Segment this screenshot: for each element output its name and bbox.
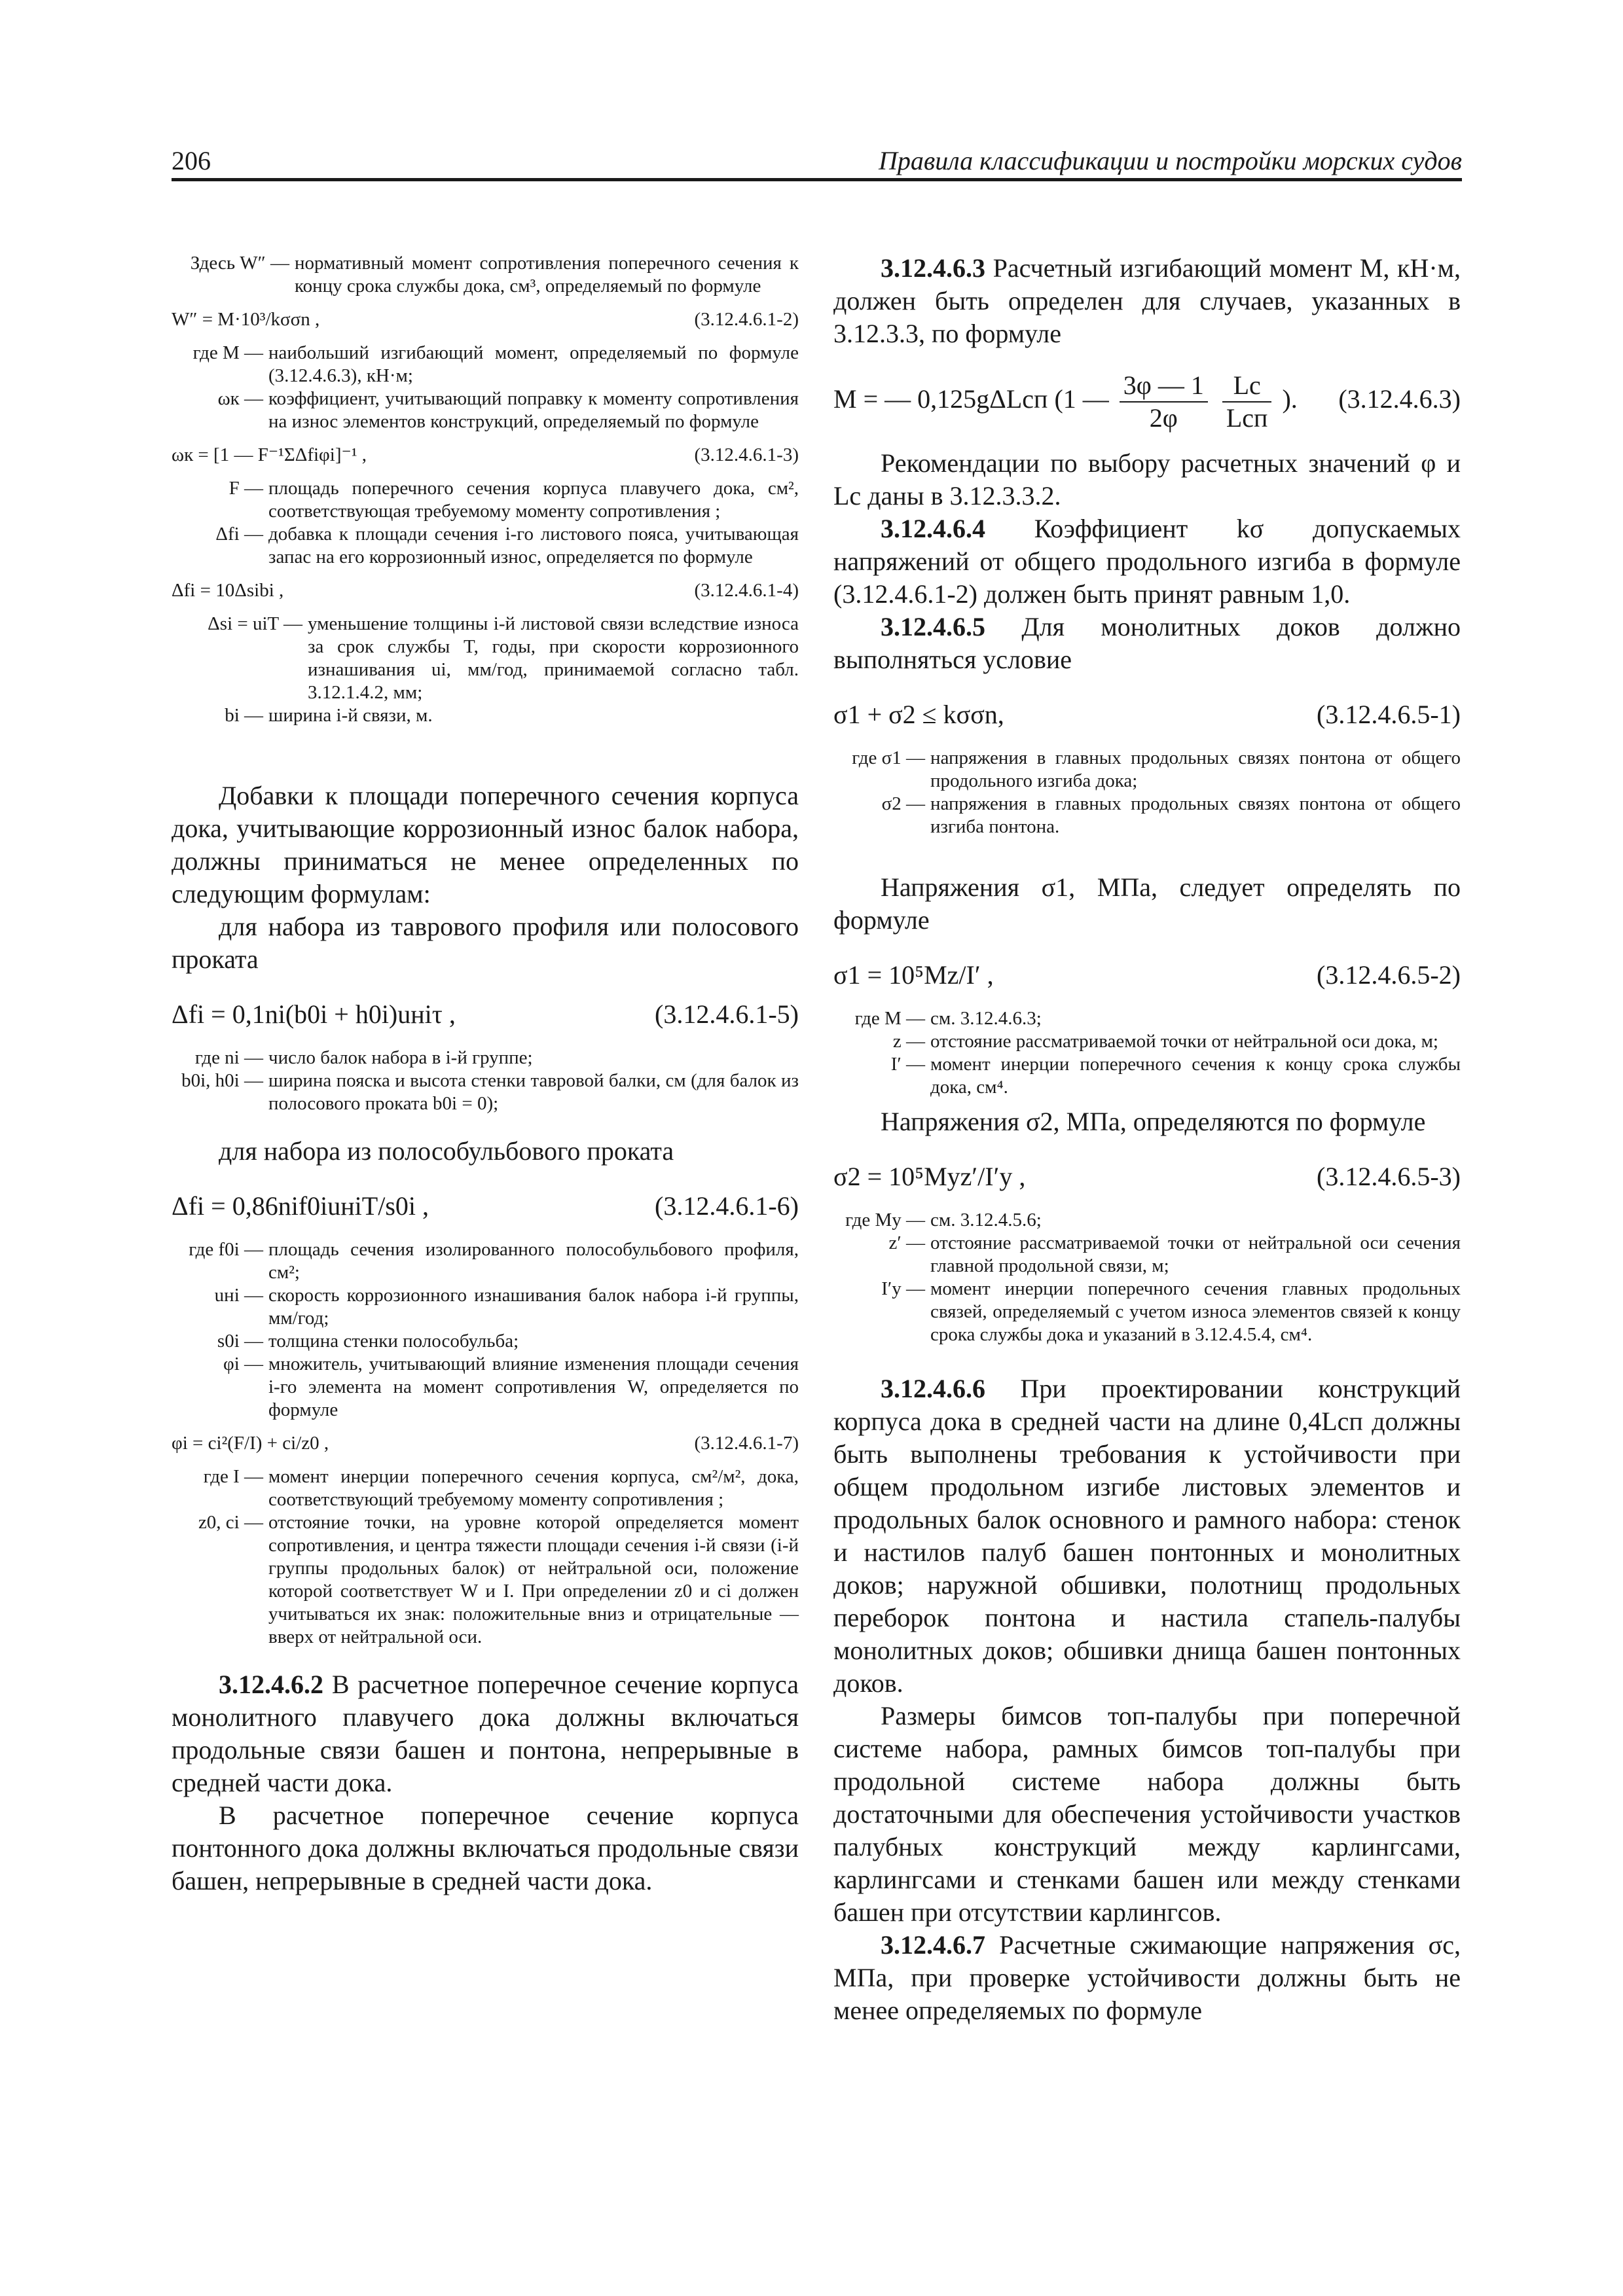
definitions-sigma: [833, 747, 1461, 838]
paragraph-3-12-4-6-4: [833, 512, 1461, 611]
paragraph-3-12-4-6-5: [833, 611, 1461, 676]
definition-item: [172, 1465, 799, 1511]
definition-text: площадь сечения изолированного полособульбового профиля, см²;: [268, 1239, 799, 1283]
definition-symbol: uнi —: [214, 1285, 263, 1306]
paragraph-3-12-4-6-3: [833, 252, 1461, 350]
formula-number: (3.12.4.6.1-7): [694, 1433, 799, 1454]
formula-number: (3.12.4.6.5-1): [1317, 700, 1461, 729]
definition-item: [172, 613, 799, 704]
definition-item: [833, 1030, 1461, 1053]
section-number: 3.12.4.6.3: [881, 253, 985, 283]
formula-expression: [833, 370, 1298, 434]
definition-symbol: где I —: [203, 1466, 263, 1487]
definition-symbol: где My —: [845, 1210, 925, 1230]
section-number: 3.12.4.6.4: [881, 514, 985, 543]
definition-item: [172, 387, 799, 433]
formula-tail: ).: [1282, 384, 1298, 414]
definition-text: площадь поперечного сечения корпуса плавучего дока, см², соответствующая требуемому моменту сопротивления ;: [268, 478, 799, 522]
formula-expression: Δfi = 10Δsibi ,: [172, 580, 284, 601]
definition-text: напряжения в главных продольных связях понтона от общего продольного изгиба дока;: [930, 747, 1461, 791]
section-text: В расчетное поперечное сечение корпуса монолитного плавучего дока должны включаться продольные связи башен и понтона, непрерывные в средней части дока.: [172, 1670, 799, 1797]
formula-number: (3.12.4.6.1-2): [694, 309, 799, 330]
formula-expression: Δfi = 0,1ni(b0i + h0i)uнiτ ,: [172, 999, 456, 1029]
definition-item: [833, 1209, 1461, 1232]
definition-symbol: z —: [892, 1031, 925, 1052]
formula-3-12-4-6-1-2: [172, 308, 799, 331]
definition-text: отстояние рассматриваемой точки от нейтральной оси сечения главной продольной связи, м;: [930, 1232, 1461, 1276]
paragraph-bulb-profile: для набора из полособульбового проката: [219, 1136, 674, 1166]
formula-lhs: M = — 0,125gΔLсп (1 —: [833, 384, 1109, 414]
definition-text: момент инерции поперечного сечения главных продольных связей, определяемый с учетом износа элементов связей к концу срока службы дока и указаний в 3.12.4.5.4, см⁴.: [930, 1278, 1461, 1345]
paragraph-3-12-4-6-7: [833, 1929, 1461, 2027]
definition-symbol: где M —: [854, 1008, 925, 1029]
paragraph-tee-profile: для набора из таврового профиля или полосового проката: [172, 912, 799, 974]
paragraph-additions: Добавки к площади поперечного сечения корпуса дока, учитывающие коррозионный износ балок набора, должны приниматься не менее определенных по следующим формулам:: [172, 781, 799, 908]
formula-number: (3.12.4.6.1-3): [694, 444, 799, 465]
formula-expression: σ2 = 10⁵Myz′/I′y ,: [833, 1162, 1026, 1191]
definition-item: [172, 1238, 799, 1284]
formula-3-12-4-6-1-6: [172, 1190, 799, 1223]
formula-expression: ωк = [1 — F⁻¹ΣΔfiφi]⁻¹ ,: [172, 444, 367, 465]
page-number: 206: [172, 146, 211, 175]
section-text: Коэффициент kσ допускаемых напряжений от общего продольного изгиба в формуле (3.12.4.6.1-2) должен быть принят равным 1,0.: [833, 514, 1461, 609]
definition-text: момент инерции поперечного сечения корпуса, см²/м², дока, соответствующий требуемому моменту сопротивления ;: [268, 1466, 799, 1510]
definition-item: [172, 1353, 799, 1422]
paragraph-recommendations: Рекомендации по выбору расчетных значений φ и Lc даны в 3.12.3.3.2.: [833, 448, 1461, 511]
definitions-w: [172, 252, 799, 298]
paragraph-sigma2: Напряжения σ2, МПа, определяются по формуле: [881, 1107, 1426, 1136]
fraction-numerator: 3φ — 1: [1120, 370, 1208, 403]
definition-symbol: s0i —: [217, 1331, 263, 1352]
definition-symbol: bi —: [225, 705, 263, 726]
section-text: Расчетные сжимающие напряжения σc, МПа, при проверке устойчивости должны быть не менее определяемых по формуле: [833, 1930, 1461, 2025]
fraction-numerator: Lc: [1222, 370, 1272, 403]
definition-text: см. 3.12.4.5.6;: [930, 1210, 1042, 1230]
definitions-f0: [172, 1238, 799, 1422]
definition-item: [172, 1284, 799, 1330]
formula-number: (3.12.4.6.3): [1338, 384, 1461, 414]
running-title: Правила классификации и постройки морских судов: [878, 146, 1462, 175]
right-column: [833, 252, 1461, 2027]
definition-item: [172, 704, 799, 727]
definition-symbol: F —: [228, 478, 263, 499]
paragraph-3-12-4-6-6: [833, 1372, 1461, 1700]
definition-item: [172, 523, 799, 569]
definitions-my: [833, 1209, 1461, 1346]
definition-text: скорость коррозионного изнашивания балок набора i-й группы, мм/год;: [268, 1285, 799, 1329]
formula-number: (3.12.4.6.1-5): [655, 999, 799, 1029]
definition-item: [172, 252, 799, 298]
definition-text: наибольший изгибающий момент, определяемый по формуле (3.12.4.6.3), кН·м;: [268, 342, 799, 386]
formula-3-12-4-6-1-5: [172, 998, 799, 1031]
fraction-length: [1222, 370, 1272, 434]
definition-text: коэффициент, учитывающий поправку к моменту сопротивления на износ элементов конструкций, определяемый по формуле: [268, 388, 799, 432]
definition-symbol: Δsi = uiT —: [208, 613, 302, 634]
definition-item: [172, 1047, 799, 1069]
definition-item: [172, 477, 799, 523]
section-number: 3.12.4.6.6: [881, 1374, 985, 1403]
formula-expression: φi = ci²(F/I) + ci/z0 ,: [172, 1433, 329, 1454]
definition-symbol: где ni —: [194, 1047, 263, 1068]
definition-text: ширина i-й связи, м.: [268, 705, 433, 726]
definition-text: см. 3.12.4.6.3;: [930, 1008, 1042, 1029]
definition-text: напряжения в главных продольных связях понтона от общего изгиба понтона.: [930, 793, 1461, 837]
formula-3-12-4-6-3: [833, 370, 1461, 434]
paragraph-sigma1: Напряжения σ1, МПа, следует определять по формуле: [833, 872, 1461, 935]
formula-3-12-4-6-1-4: [172, 579, 799, 602]
definition-symbol: Δfi —: [215, 524, 263, 545]
definition-item: [833, 747, 1461, 793]
definition-text: отстояние точки, на уровне которой определяется момент сопротивления, и центра тяжести площади сечения i-й связи (i-й группы продольных балок) от нейтральной оси, положение которой соответствует W и I. При определении z0 и ci должен учитываться их знак: положительные вниз и отрицательные — вверх от нейтральной оси.: [268, 1512, 799, 1647]
fraction-phi: [1120, 370, 1208, 434]
formula-3-12-4-6-1-3: [172, 444, 799, 467]
definition-text: число балок набора в i-й группе;: [268, 1047, 533, 1068]
definition-item: [833, 1007, 1461, 1030]
definition-item: [172, 1511, 799, 1649]
definition-text: добавка к площади сечения i-го листового пояса, учитывающая запас на его коррозионный износ, определяется по формуле: [268, 524, 799, 567]
fraction-denominator: 2φ: [1149, 403, 1178, 433]
formula-expression: σ1 + σ2 ≤ kσσn,: [833, 700, 1004, 729]
definition-text: уменьшение толщины i-й листовой связи вследствие износа за срок службы T, годы, при скорости коррозионного изнашивания ui, мм/год, принимаемой согласно табл. 3.12.1.4.2, мм;: [308, 613, 799, 703]
definitions-n: [172, 1047, 799, 1115]
formula-expression: Δfi = 0,86nif0iuнiT/s0i ,: [172, 1191, 429, 1221]
section-number: 3.12.4.6.7: [881, 1930, 985, 1960]
definitions-mz: [833, 1007, 1461, 1099]
definition-symbol: ωк —: [217, 388, 263, 409]
definition-text: множитель, учитывающий влияние изменения площади сечения i-го элемента на момент сопротивления W, определяется по формуле: [268, 1354, 799, 1420]
formula-3-12-4-6-5-3: [833, 1160, 1461, 1193]
formula-expression: W″ = M·10³/kσσn ,: [172, 309, 320, 330]
definition-item: [172, 342, 799, 387]
formula-number: (3.12.4.6.1-4): [694, 580, 799, 601]
definition-symbol: σ2 —: [881, 793, 925, 814]
definitions-ds: [172, 613, 799, 727]
definition-item: [833, 793, 1461, 838]
definition-text: толщина стенки полособульба;: [268, 1331, 519, 1352]
definition-text: момент инерции поперечного сечения к концу срока службы дока, см⁴.: [930, 1054, 1461, 1098]
definition-text: отстояние рассматриваемой точки от нейтральной оси дока, м;: [930, 1031, 1438, 1052]
formula-3-12-4-6-5-2: [833, 959, 1461, 992]
section-number: 3.12.4.6.5: [881, 612, 985, 641]
definition-symbol: I′y —: [881, 1278, 925, 1299]
fraction-denominator: Lсп: [1226, 403, 1268, 433]
definition-text: нормативный момент сопротивления поперечного сечения к концу срока службы дока, см³, определяемый по формуле: [295, 253, 799, 296]
definition-symbol: где M —: [192, 342, 263, 363]
left-column: [172, 252, 799, 1897]
formula-number: (3.12.4.6.1-6): [655, 1191, 799, 1221]
formula-expression: σ1 = 10⁵Mz/I′ ,: [833, 960, 994, 990]
definition-item: [833, 1232, 1461, 1278]
definitions-f: [172, 477, 799, 569]
definition-symbol: z′ —: [888, 1232, 925, 1253]
definition-symbol: I′ —: [890, 1054, 925, 1075]
definition-item: [833, 1053, 1461, 1099]
section-text: Расчетный изгибающий момент M, кН·м, должен быть определен для случаев, указанных в 3.12.3.3, по формуле: [833, 253, 1461, 348]
definitions-m: [172, 342, 799, 433]
definition-item: [833, 1278, 1461, 1346]
definition-item: [172, 1069, 799, 1115]
definition-symbol: Здесь W″ —: [190, 253, 289, 274]
section-text: При проектировании конструкций корпуса дока в средней части на длине 0,4Lсп должны быть выполнены требования к устойчивости при общем продольном изгибе листовых элементов и продольных балок основного и рамного набора: стенок и настилов палуб башен понтонных и монолитных доков; наружной обшивки, полотнищ продольных переборок понтона и настила стапель-палубы монолитных доков; обшивки днища башен понтонных доков.: [833, 1374, 1461, 1698]
definition-symbol: где σ1 —: [852, 747, 925, 768]
paragraph-3-12-4-6-2: [172, 1668, 799, 1799]
formula-3-12-4-6-1-7: [172, 1432, 799, 1455]
section-number: 3.12.4.6.2: [219, 1670, 323, 1699]
formula-number: (3.12.4.6.5-2): [1317, 960, 1461, 990]
definition-symbol: z0, ci —: [198, 1512, 263, 1533]
section-text: Для монолитных доков должно выполняться условие: [833, 612, 1461, 674]
definition-symbol: φi —: [223, 1354, 263, 1374]
definition-item: [172, 1330, 799, 1353]
paragraph-beams: Размеры бимсов топ-палубы при поперечной системе набора, рамных бимсов топ-палубы при продольной системе набора должны быть достаточными для обеспечения устойчивости участков палубных конструкций между карлингсами, карлингсами и стенками башен или между стенками башен при отсутствии карлингсов.: [833, 1701, 1461, 1927]
formula-3-12-4-6-5-1: [833, 698, 1461, 731]
definition-text: ширина пояска и высота стенки тавровой балки, см (для балок из полосового проката b0i = 0);: [268, 1070, 799, 1114]
definitions-i: [172, 1465, 799, 1649]
formula-number: (3.12.4.6.5-3): [1317, 1162, 1461, 1191]
header-rule: [172, 178, 1462, 181]
paragraph-pontoon-dock: В расчетное поперечное сечение корпуса понтонного дока должны включаться продольные связи башен, непрерывные в средней части дока.: [172, 1801, 799, 1895]
definition-symbol: b0i, h0i —: [181, 1070, 263, 1091]
definition-symbol: где f0i —: [189, 1239, 263, 1260]
